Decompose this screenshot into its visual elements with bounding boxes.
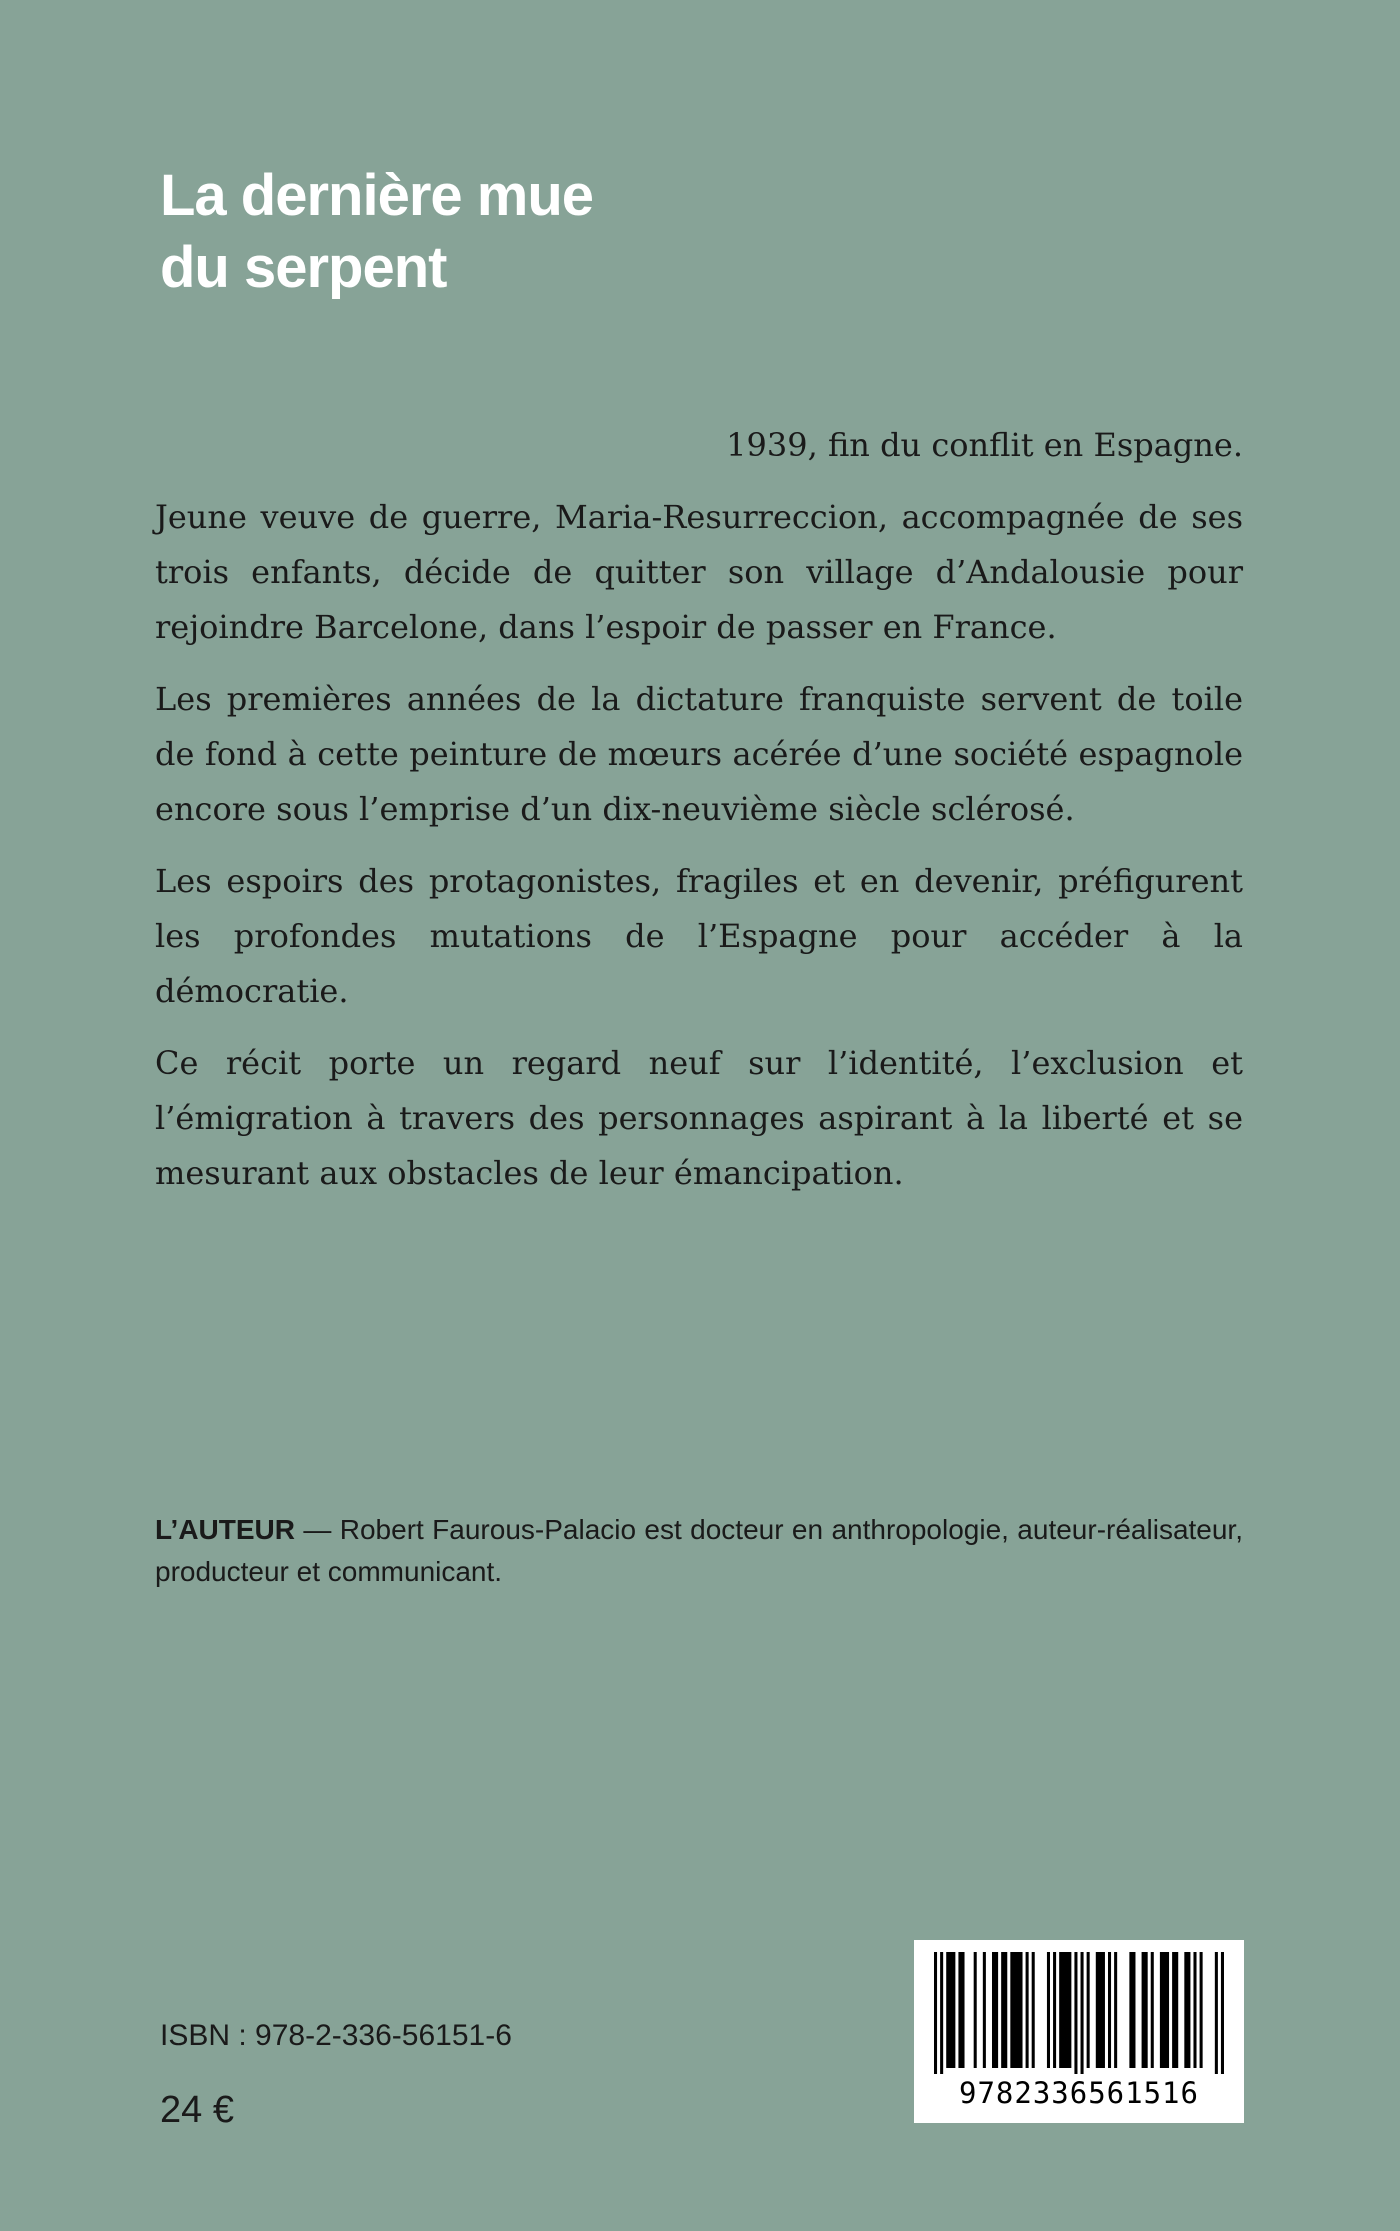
barcode-bar-16 <box>1087 1952 1090 2068</box>
barcode-bar-5 <box>983 1952 986 2068</box>
barcode-bar-14 <box>1074 1952 1077 2074</box>
barcode-bar-22 <box>1151 1952 1154 2068</box>
barcode-bar-28 <box>1215 1952 1218 2074</box>
blurb-paragraph-2: Jeune veuve de guerre, Maria-Resurreccion, accompagnée de ses trois enfants, décide de quitter son village d’Andalousie pour rejoindre Barcelone, dans l’espoir de passer en France. <box>155 498 1243 646</box>
author-label: L’AUTEUR <box>155 1514 295 1545</box>
barcode <box>914 1940 1244 2123</box>
author-text: — Robert Faurous-Palacio est docteur en anthropologie, auteur-réalisateur, producteur et communicant. <box>155 1514 1243 1587</box>
barcode-bar-18 <box>1108 1952 1111 2068</box>
barcode-bar-10 <box>1032 1952 1035 2068</box>
barcode-bar-3 <box>958 1952 964 2068</box>
barcode-number: 9782336561516 <box>959 2076 1199 2110</box>
isbn: ISBN : 978-2-336-56151-6 <box>160 2019 512 2052</box>
barcode-bar-1 <box>940 1952 943 2074</box>
barcode-bar-4 <box>974 1952 977 2068</box>
blurb-paragraph-4: Les espoirs des protagonistes, fragiles et en devenir, préfigurent les profondes mutations de l’Espagne pour accéder à la démocratie. <box>155 862 1243 1010</box>
author-bio <box>155 1509 1243 1593</box>
barcode-bar-19 <box>1114 1952 1117 2068</box>
barcode-bars <box>934 1952 1224 2074</box>
blurb-paragraph-1: 1939, fin du conflit en Espagne. <box>726 426 1243 464</box>
barcode-bar-15 <box>1081 1952 1084 2074</box>
barcode-bar-9 <box>1026 1952 1029 2068</box>
blurb-paragraph-5: Ce récit porte un regard neuf sur l’identité, l’exclusion et l’émigration à travers des personnages aspirant à la liberté et se mesurant aux obstacles de leur émancipation. <box>155 1044 1243 1192</box>
barcode-bar-23 <box>1160 1952 1169 2068</box>
book-title-line-1: La dernière mue <box>160 163 594 228</box>
barcode-bar-21 <box>1142 1952 1148 2068</box>
barcode-bar-25 <box>1184 1952 1190 2068</box>
barcode-bar-17 <box>1096 1952 1105 2068</box>
barcode-bar-24 <box>1172 1952 1178 2068</box>
barcode-bar-12 <box>1053 1952 1056 2068</box>
blurb <box>155 418 1243 1218</box>
blurb-paragraph-3: Les premières années de la dictature franquiste servent de toile de fond à cette peinture de mœurs acérée d’une société espagnole encore sous l’emprise d’un dix-neuvième siècle sclérosé. <box>155 680 1243 828</box>
barcode-bar-29 <box>1221 1952 1224 2074</box>
barcode-bar-2 <box>946 1952 955 2068</box>
barcode-bar-26 <box>1193 1952 1196 2068</box>
barcode-bar-20 <box>1129 1952 1135 2068</box>
book-title-line-2: du serpent <box>160 235 447 300</box>
book-title <box>160 160 593 304</box>
barcode-bar-13 <box>1059 1952 1071 2068</box>
barcode-bar-8 <box>1010 1952 1022 2068</box>
barcode-bar-11 <box>1047 1952 1050 2068</box>
barcode-bar-0 <box>934 1952 937 2074</box>
price: 24 € <box>160 2089 234 2131</box>
barcode-bar-7 <box>1001 1952 1007 2068</box>
barcode-bar-6 <box>992 1952 998 2068</box>
barcode-bar-27 <box>1200 1952 1203 2068</box>
